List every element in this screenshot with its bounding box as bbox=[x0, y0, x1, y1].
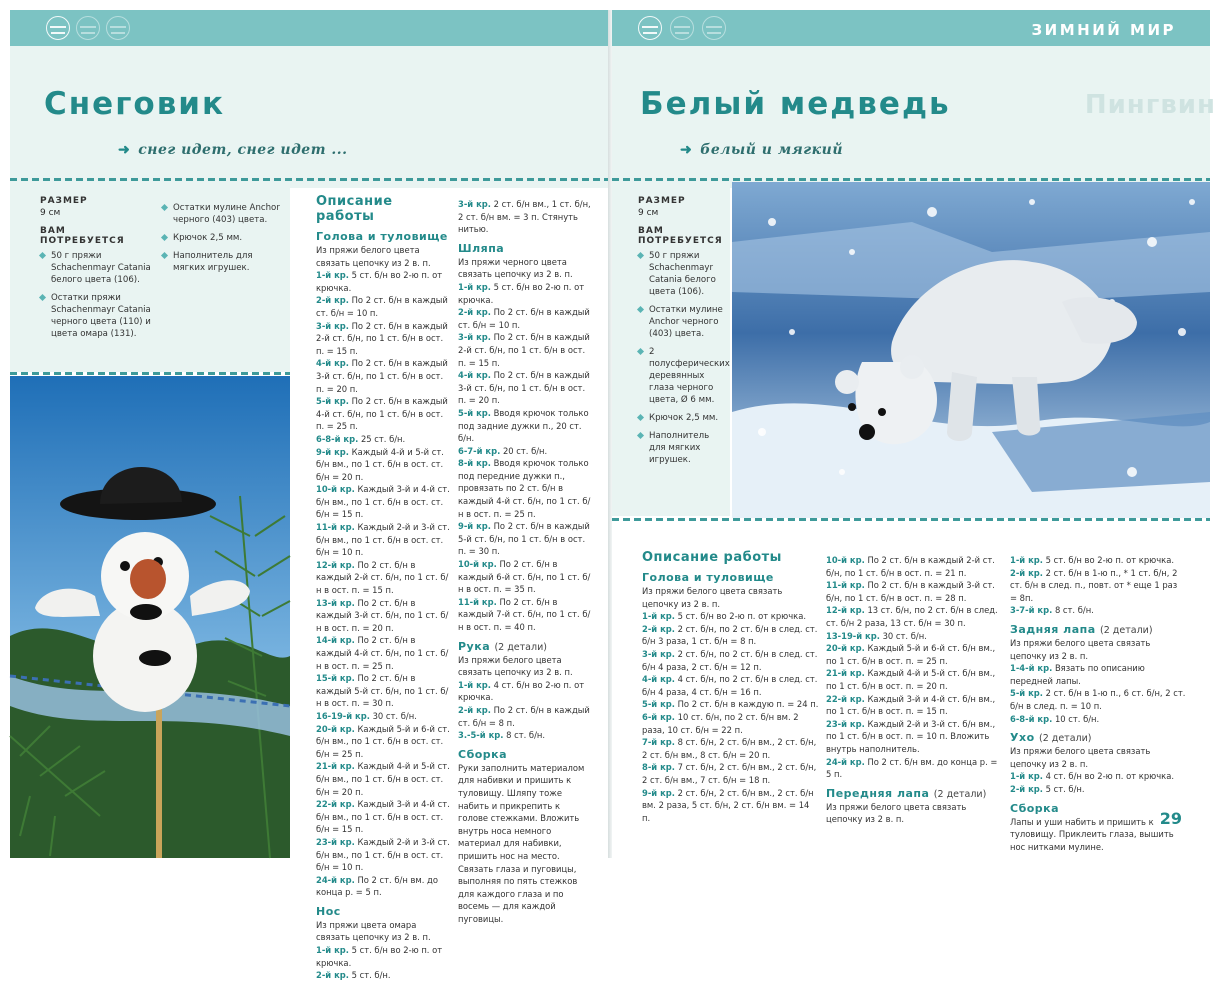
divider bbox=[10, 178, 608, 181]
divider bbox=[612, 518, 1210, 521]
row: 23-й кр. Каждый 2-й и 3-й ст. б/н вм., по 1 ст. б/н в ост. ст. б/н = 10 п. bbox=[316, 836, 450, 873]
row: 6-8-й кр. 25 ст. б/н. bbox=[316, 433, 406, 444]
subtitle bbox=[680, 142, 843, 158]
intro-text: Из пряжи белого цвета связать цепочку из 2 в. п. bbox=[458, 654, 573, 678]
page-title: Белый медведь bbox=[640, 86, 951, 122]
work-heading: Описание работы bbox=[642, 550, 782, 565]
size-value: 9 см bbox=[638, 208, 659, 218]
row: 9-й кр. Каждый 4-й и 5-й ст. б/н вм., по 1 ст. б/н в ост. ст. б/н = 20 п. bbox=[316, 446, 444, 482]
instructions-col-1 bbox=[316, 194, 452, 982]
row: 22-й кр. Каждый 3-й и 4-й ст. б/н вм., по 1 ст. б/н в ост. ст. б/н = 15 п. bbox=[316, 799, 450, 835]
row: 7-й кр. 8 ст. б/н, 2 ст. б/н вм., 2 ст. б/н, 2 ст. б/н вм., 8 ст. б/н = 20 п. bbox=[642, 737, 817, 760]
row: 5-й кр. Вводя крючок только под задние дужки п., 20 ст. б/н. bbox=[458, 407, 589, 444]
row: 2-й кр. 5 ст. б/н. bbox=[316, 970, 391, 981]
materials-box bbox=[10, 182, 290, 372]
intro-text: Из пряжи белого цвета связать цепочку из 2 в. п. bbox=[826, 801, 967, 825]
row: 13-19-й кр. 30 ст. б/н. bbox=[826, 630, 927, 641]
row: 1-4-й кр. Вязать по описанию передней лапы. bbox=[1010, 663, 1145, 686]
title-area bbox=[612, 46, 1216, 188]
row: 1-й кр. 5 ст. б/н во 2-ю п. от крючка. bbox=[1010, 555, 1175, 565]
row: 2-й кр. По 2 ст. б/н в каждый ст. б/н = 10 п. bbox=[316, 295, 448, 318]
row: 6-8-й кр. 10 ст. б/н. bbox=[1010, 713, 1100, 724]
row: 11-й кр. По 2 ст. б/н в каждый 7-й ст. б/н, по 1 ст. б/н в ост. п. = 40 п. bbox=[458, 596, 591, 632]
subtitle bbox=[118, 142, 348, 158]
row: 15-й кр. По 2 ст. б/н в каждый 5-й ст. б/н, по 1 ст. б/н в ост. п. = 30 п. bbox=[316, 673, 449, 709]
subtitle-text: белый и мягкий bbox=[700, 142, 844, 158]
row: 6-7-й кр. 20 ст. б/н. bbox=[458, 445, 548, 456]
row: 9-й кр. 2 ст. б/н, 2 ст. б/н вм., 2 ст. б/н вм. 2 раза, 5 ст. б/н, 2 ст. б/н вм. = 14 п. bbox=[642, 787, 814, 823]
row: 10-й кр. Каждый 3-й и 4-й ст. б/н вм., по 1 ст. б/н в ост. ст. б/н = 15 п. bbox=[316, 484, 450, 520]
materials-col bbox=[638, 196, 730, 472]
divider bbox=[10, 372, 290, 375]
row: 2-й кр. По 2 ст. б/н в каждый ст. б/н = 8 п. bbox=[458, 704, 590, 728]
row: 1-й кр. 4 ст. б/н во 2-ю п. от крючка. bbox=[458, 679, 585, 703]
row: 14-й кр. По 2 ст. б/н в каждый 4-й ст. б/н, по 1 ст. б/н в ост. п. = 25 п. bbox=[316, 635, 449, 671]
section-heading: Передняя лапа (2 детали) bbox=[826, 786, 987, 800]
need-label: ПОТРЕБУЕТСЯ bbox=[638, 236, 723, 246]
section-heading: Сборка bbox=[1010, 801, 1060, 815]
material-item: Крючок 2,5 мм. bbox=[162, 232, 284, 244]
row: 5-й кр. 2 ст. б/н в 1-ю п., 6 ст. б/н, 2 ст. б/н в след. п. = 10 п. bbox=[1010, 688, 1186, 711]
snowman-photo bbox=[10, 376, 290, 858]
materials-box bbox=[612, 182, 730, 516]
material-item: Остатки мулине Anchor черного (403) цвета. bbox=[162, 202, 284, 226]
yarn-ball-icon bbox=[638, 16, 662, 40]
row: 12-й кр. По 2 ст. б/н в каждый 2-й ст. б/н, по 1 ст. б/н в ост. п. = 15 п. bbox=[316, 559, 449, 596]
row: 11-й кр. По 2 ст. б/н в каждый 3-й ст. б/н, по 1 ст. б/н в ост. п. = 28 п. bbox=[826, 580, 995, 603]
row: 4-й кр. 4 ст. б/н, по 2 ст. б/н в след. ст. б/н 4 раза, 4 ст. б/н = 16 п. bbox=[642, 674, 818, 697]
assembly-text: Лапы и уши набить и пришить к туловищу. Приклеить глаза, вышить нос нитками мулине. bbox=[1010, 816, 1174, 852]
row: 8-й кр. Вводя крючок только под передние дужки п., провязать по 2 ст. б/н в каждый 4-й ст. б/н, по 1 ст. б/н в ост. п. = 25 п. bbox=[458, 458, 591, 519]
subtitle-text: снег идет, снег идет ... bbox=[138, 142, 348, 158]
row: 1-й кр. 5 ст. б/н во 2-ю п. от крючка. bbox=[642, 611, 807, 622]
work-heading: Описание работы bbox=[316, 194, 393, 224]
instructions-col-2 bbox=[458, 198, 592, 925]
size-label: РАЗМЕР bbox=[40, 196, 88, 206]
divider bbox=[612, 178, 1210, 181]
row: 5-й кр. По 2 ст. б/н в каждую п. = 24 п. bbox=[642, 699, 819, 710]
row: 13-й кр. По 2 ст. б/н в каждый 3-й ст. б/н, по 1 ст. б/н в ост. п. = 20 п. bbox=[316, 597, 449, 633]
materials-col-1 bbox=[40, 196, 152, 346]
yarn-ball-icon bbox=[702, 16, 726, 40]
row: 24-й кр. По 2 ст. б/н вм. до конца р. = 5 п. bbox=[826, 756, 998, 780]
row: 6-й кр. 10 ст. б/н, по 2 ст. б/н вм. 2 раза, 10 ст. б/н = 22 п. bbox=[642, 711, 799, 735]
polar-bear-illustration bbox=[732, 182, 1210, 518]
instructions-col-1 bbox=[642, 550, 820, 824]
row: 12-й кр. 13 ст. б/н, по 2 ст. б/н в след. ст. б/н 2 раза, 13 ст. б/н = 30 п. bbox=[826, 605, 998, 628]
polar-bear-photo bbox=[732, 182, 1210, 518]
row: 5-й кр. По 2 ст. б/н в каждый 4-й ст. б/н, по 1 ст. б/н в ост. п. = 25 п. bbox=[316, 396, 448, 432]
intro-text: Из пряжи черного цвета связать цепочку из 2 в. п. bbox=[458, 256, 573, 280]
row: 4-й кр. По 2 ст. б/н в каждый 3-й ст. б/н, по 1 ст. б/н в ост. п. = 20 п. bbox=[316, 358, 448, 394]
row: 1-й кр. 4 ст. б/н во 2-ю п. от крючка. bbox=[1010, 771, 1175, 782]
arrow-right-icon: ➜ bbox=[680, 142, 693, 158]
row: 2-й кр. По 2 ст. б/н в каждый ст. б/н = 10 п. bbox=[458, 307, 590, 330]
row: 22-й кр. Каждый 3-й и 4-й ст. б/н вм., по 1 ст. б/н в ост. п. = 15 п. bbox=[826, 693, 996, 717]
top-band bbox=[10, 10, 608, 46]
row: 1-й кр. 5 ст. б/н во 2-ю п. от крючка. bbox=[316, 945, 443, 968]
page-title: Снеговик bbox=[44, 86, 226, 122]
materials-col-2 bbox=[162, 202, 284, 280]
intro-text: Из пряжи белого цвета связать цепочку из 2 в. п. bbox=[1010, 637, 1151, 661]
row: 10-й кр. По 2 ст. б/н в каждый 2-й ст. б/н, по 1 ст. б/н в ост. п. = 21 п. bbox=[826, 555, 995, 578]
row: 4-й кр. По 2 ст. б/н в каждый 3-й ст. б/н, по 1 ст. б/н в ост. п. = 20 п. bbox=[458, 370, 590, 406]
material-item: 50 г пряжи Schachenmayr Catania белого цвета (106). bbox=[638, 250, 726, 298]
material-item: Остатки мулине Anchor черного (403) цвета. bbox=[638, 304, 726, 340]
arrow-right-icon: ➜ bbox=[118, 142, 131, 158]
row: 23-й кр. Каждый 2-й и 3-й ст. б/н вм., по 1 ст. б/н в ост. п. = 10 п. Вложить внутрь наполнитель. bbox=[826, 718, 996, 754]
section-heading: Голова и туловище bbox=[642, 571, 774, 584]
row: 3-й кр. 2 ст. б/н, по 2 ст. б/н в след. ст. б/н 4 раза, 2 ст. б/н = 12 п. bbox=[642, 648, 818, 672]
yarn-ball-icon bbox=[670, 16, 694, 40]
left-page bbox=[10, 10, 608, 981]
material-item: 50 г пряжи Schachenmayr Catania белого цвета (106). bbox=[40, 250, 152, 286]
row: 11-й кр. Каждый 2-й и 3-й ст. б/н вм., по 1 ст. б/н в ост. ст. б/н = 10 п. bbox=[316, 522, 450, 558]
row: 3-й кр. По 2 ст. б/н в каждый 2-й ст. б/н, по 1 ст. б/н в ост. п. = 15 п. bbox=[458, 332, 590, 368]
row: 24-й кр. По 2 ст. б/н вм. до конца р. = 5 п. bbox=[316, 874, 438, 898]
section-heading: Шляпа bbox=[458, 241, 505, 255]
section-heading: Сборка bbox=[458, 747, 508, 761]
material-item: 2 полусферических деревянных глаза черного цвета, Ø 6 мм. bbox=[638, 346, 726, 406]
snowman-illustration bbox=[10, 376, 290, 858]
section-heading: Задняя лапа (2 детали) bbox=[1010, 622, 1153, 636]
intro-text: Из пряжи белого цвета связать цепочку из 2 в. п. bbox=[642, 586, 783, 609]
need-label: ВАМ bbox=[638, 226, 664, 236]
row: 3-й кр. По 2 ст. б/н в каждый 2-й ст. б/н, по 1 ст. б/н в ост. п. = 15 п. bbox=[316, 320, 448, 356]
row: 2-й кр. 5 ст. б/н. bbox=[1010, 783, 1085, 794]
yarn-ball-icon bbox=[106, 16, 130, 40]
title-area bbox=[10, 46, 608, 188]
instructions-col-2 bbox=[826, 554, 1004, 826]
ghost-title: Пингвин bbox=[1084, 90, 1216, 120]
intro-text: Из пряжи белого цвета связать цепочку из 2 в. п. bbox=[1010, 746, 1151, 769]
size-label: РАЗМЕР bbox=[638, 196, 686, 206]
intro-text: Из пряжи цвета омара связать цепочку из 2 в. п. bbox=[316, 919, 431, 943]
section-heading: Нос bbox=[316, 904, 341, 918]
need-label: ВАМ ПОТРЕБУЕТСЯ bbox=[40, 226, 125, 246]
yarn-ball-icon bbox=[46, 16, 70, 40]
section-heading: Голова и туловище bbox=[316, 230, 448, 243]
material-item: Наполнитель для мягких игрушек. bbox=[638, 430, 726, 466]
row: 2-й кр. 2 ст. б/н в 1-ю п., * 1 ст. б/н, 2 ст. б/н в след. п., повт. от * еще 1 раз = 8п. bbox=[1010, 567, 1178, 603]
row: 3-й кр. 2 ст. б/н вм., 1 ст. б/н, 2 ст. б/н вм. = 3 п. Стянуть нитью. bbox=[458, 199, 591, 235]
row: 20-й кр. Каждый 5-й и 6-й ст. б/н вм., по 1 ст. б/н в ост. п. = 25 п. bbox=[826, 643, 996, 666]
row: 3-7-й кр. 8 ст. б/н. bbox=[1010, 605, 1094, 616]
row: 1-й кр. 5 ст. б/н во 2-ю п. от крючка. bbox=[316, 270, 443, 293]
section-heading: Ухо (2 детали) bbox=[1010, 731, 1092, 745]
material-item: Остатки пряжи Schachenmayr Catania черного цвета (110) и цвета омара (131). bbox=[40, 292, 152, 340]
row: 21-й кр. Каждый 4-й и 5-й ст. б/н вм., по 1 ст. б/н в ост. ст. б/н = 20 п. bbox=[316, 761, 450, 797]
section-label: ЗИМНИЙ МИР bbox=[1031, 21, 1176, 39]
row: 3.-5-й кр. 8 ст. б/н. bbox=[458, 730, 546, 741]
top-band bbox=[612, 10, 1210, 46]
section-heading: Рука (2 детали) bbox=[458, 639, 547, 653]
row: 2-й кр. 2 ст. б/н, по 2 ст. б/н в след. ст. б/н 3 раза, 1 ст. б/н = 8 п. bbox=[642, 623, 818, 647]
material-item: Наполнитель для мягких игрушек. bbox=[162, 250, 284, 274]
row: 1-й кр. 5 ст. б/н во 2-ю п. от крючка. bbox=[458, 281, 585, 305]
row: 20-й кр. Каждый 5-й и 6-й ст. б/н вм., по 1 ст. б/н в ост. ст. б/н = 25 п. bbox=[316, 723, 450, 759]
assembly-text: Руки заполнить материалом для набивки и пришить к туловищу. Шляпу тоже набить и прикрепить к голове стежками. Вложить внутрь носа немного материал для набивки, пришить нос на место. Связать глаза и пуговицы, выполняя по пять стежков для каждого глаза и по восемь — для каждой пуговицы. bbox=[458, 762, 585, 924]
yarn-ball-icon bbox=[76, 16, 100, 40]
size-value: 9 см bbox=[40, 208, 61, 218]
row: 9-й кр. По 2 ст. б/н в каждый 5-й ст. б/н, по 1 ст. б/н в ост. п. = 30 п. bbox=[458, 521, 590, 557]
right-page bbox=[612, 10, 1216, 858]
material-item: Крючок 2,5 мм. bbox=[638, 412, 726, 424]
row: 21-й кр. Каждый 4-й и 5-й ст. б/н вм., по 1 ст. б/н в ост. п. = 20 п. bbox=[826, 668, 996, 691]
row: 10-й кр. По 2 ст. б/н в каждый 6-й ст. б/н, по 1 ст. б/н в ост. п. = 35 п. bbox=[458, 559, 591, 595]
row: 16-19-й кр. 30 ст. б/н. bbox=[316, 710, 417, 721]
row: 8-й кр. 7 ст. б/н, 2 ст. б/н вм., 2 ст. б/н, 2 ст. б/н вм., 7 ст. б/н = 18 п. bbox=[642, 762, 817, 785]
intro-text: Из пряжи белого цвета связать цепочку из 2 в. п. bbox=[316, 245, 431, 268]
page-number: 29 bbox=[1159, 809, 1182, 828]
